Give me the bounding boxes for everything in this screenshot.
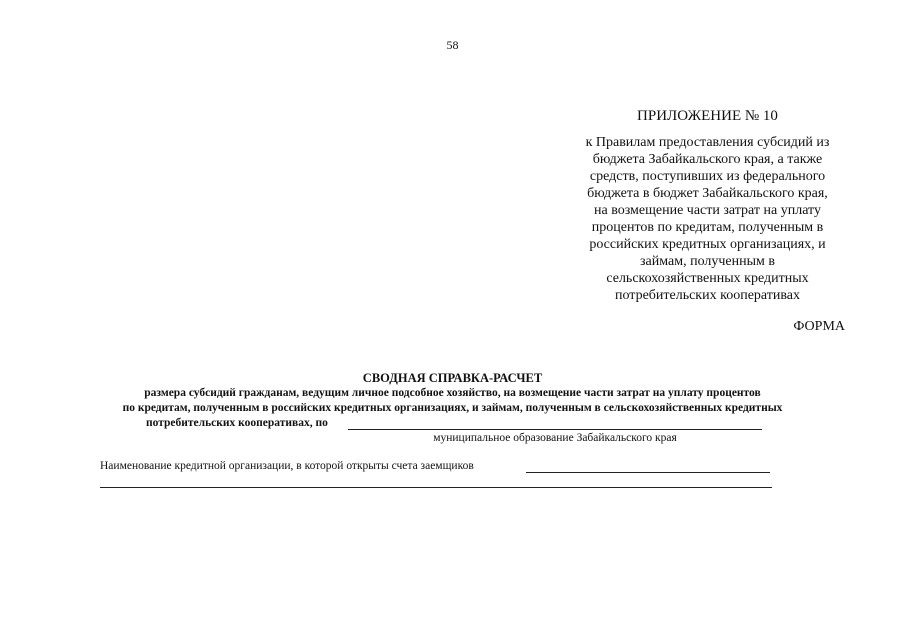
appendix-line: займам, полученным в bbox=[640, 254, 775, 269]
municipality-fill-line[interactable] bbox=[348, 429, 762, 430]
creditor-continuation-fill-line[interactable] bbox=[100, 487, 772, 488]
appendix-line: средств, поступивших из федерального bbox=[589, 169, 826, 184]
appendix-line: потребительских кооперативах bbox=[614, 288, 801, 303]
appendix-line: процентов по кредитам, полученным в bbox=[591, 220, 824, 235]
appendix-reference bbox=[560, 134, 855, 304]
appendix-line: к Правилам предоставления субсидий из bbox=[585, 135, 830, 150]
appendix-line: бюджета в бюджет Забайкальского края, bbox=[587, 186, 828, 201]
appendix-line: сельскохозяйственных кредитных bbox=[606, 271, 809, 286]
appendix-line: на возмещение части затрат на уплату bbox=[593, 203, 821, 218]
municipality-caption: муниципальное образование Забайкальского края bbox=[433, 432, 677, 444]
document-title: СВОДНАЯ СПРАВКА-РАСЧЕТ bbox=[362, 371, 543, 385]
appendix-line: российских кредитных организациях, и bbox=[589, 237, 826, 252]
appendix-line: бюджета Забайкальского края, а также bbox=[592, 152, 823, 167]
creditor-fill-line[interactable] bbox=[526, 472, 770, 473]
document-subtitle-line: размера субсидий гражданам, ведущим личное подсобное хозяйство, на возмещение части затрат на уплату процентов bbox=[144, 387, 761, 399]
creditor-label: Наименование кредитной организации, в которой открыты счета заемщиков bbox=[100, 460, 474, 472]
page-number: 58 bbox=[446, 38, 459, 52]
document-subtitle-line: по кредитам, полученным в российских кредитных организациях, и займам, полученным в сельскохозяйственных кредитных bbox=[122, 402, 783, 414]
document-subtitle-line: потребительских кооперативах, по bbox=[146, 417, 328, 429]
appendix-number: ПРИЛОЖЕНИЕ № 10 bbox=[637, 108, 778, 124]
form-label: ФОРМА bbox=[793, 319, 845, 334]
